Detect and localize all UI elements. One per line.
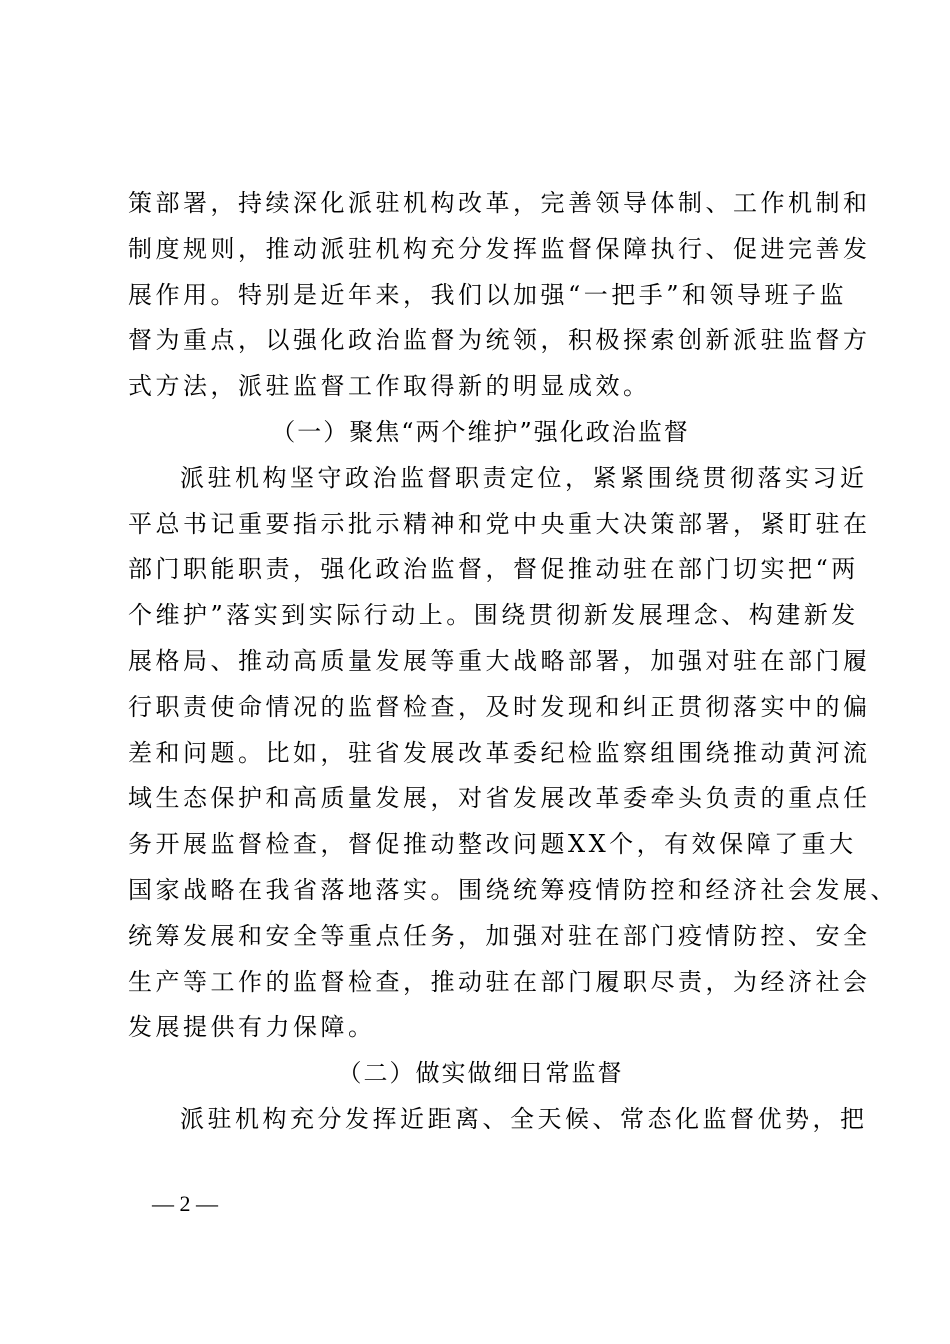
- text-line: 务开展监督检查，督促推动整改问题XX个，有效保障了重大: [128, 830, 857, 859]
- text-line: 差和问题。比如，驻省发展改革委纪检监察组围绕推动黄河流: [128, 738, 871, 767]
- text-line: 生产等工作的监督检查，推动驻在部门履职尽责，为经济社会: [128, 967, 871, 996]
- text-line: 域生态保护和高质量发展，对省发展改革委牵头负责的重点任: [128, 784, 871, 813]
- text-line: 展格局、推动高质量发展等重大战略部署，加强对驻在部门履: [128, 646, 871, 675]
- section-heading-daily-supervision: （二）做实做细日常监督: [337, 1059, 624, 1088]
- paragraph-daily-supervision: [128, 1097, 868, 1143]
- text-line: 发展提供有力保障。: [128, 1013, 376, 1042]
- text-line: 式方法，派驻监督工作取得新的明显成效。: [128, 372, 651, 401]
- text-line: 派驻机构坚守政治监督职责定位，紧紧围绕贯彻落实习近: [180, 463, 868, 492]
- text-line: 国家战略在我省落地落实。围绕统筹疫情防控和经济社会发展、: [128, 875, 898, 904]
- text-line: 策部署，持续深化派驻机构改革，完善领导体制、工作机制和: [128, 189, 871, 217]
- page-number: — 2 —: [152, 1191, 218, 1216]
- text-line: 行职责使命情况的监督检查，及时发现和纠正贯彻落实中的偏: [128, 692, 871, 721]
- document-body: [128, 181, 898, 1143]
- text-line: 个维护”落实到实际行动上。围绕贯彻新发展理念、构建新发: [128, 601, 859, 630]
- text-line: 督为重点，以强化政治监督为统领，积极探索创新派驻监督方: [128, 326, 871, 355]
- section-heading-political-supervision: （一）聚焦“两个维护”强化政治监督: [271, 417, 690, 446]
- text-line: 展作用。特别是近年来，我们以加强“一把手”和领导班子监: [128, 280, 848, 309]
- text-line: 部门职能职责，强化政治监督，督促推动驻在部门切实把“两: [128, 555, 859, 584]
- text-line: 平总书记重要指示批示精神和党中央重大决策部署，紧盯驻在: [128, 509, 871, 538]
- paragraph-political-supervision: [128, 456, 898, 1051]
- text-line: 统筹发展和安全等重点任务，加强对驻在部门疫情防控、安全: [128, 921, 871, 950]
- text-line: 制度规则，推动派驻机构充分发挥监督保障执行、促进完善发: [128, 234, 871, 263]
- text-line: 派驻机构充分发挥近距离、全天候、常态化监督优势，把: [180, 1104, 868, 1133]
- paragraph-intro: [128, 181, 871, 410]
